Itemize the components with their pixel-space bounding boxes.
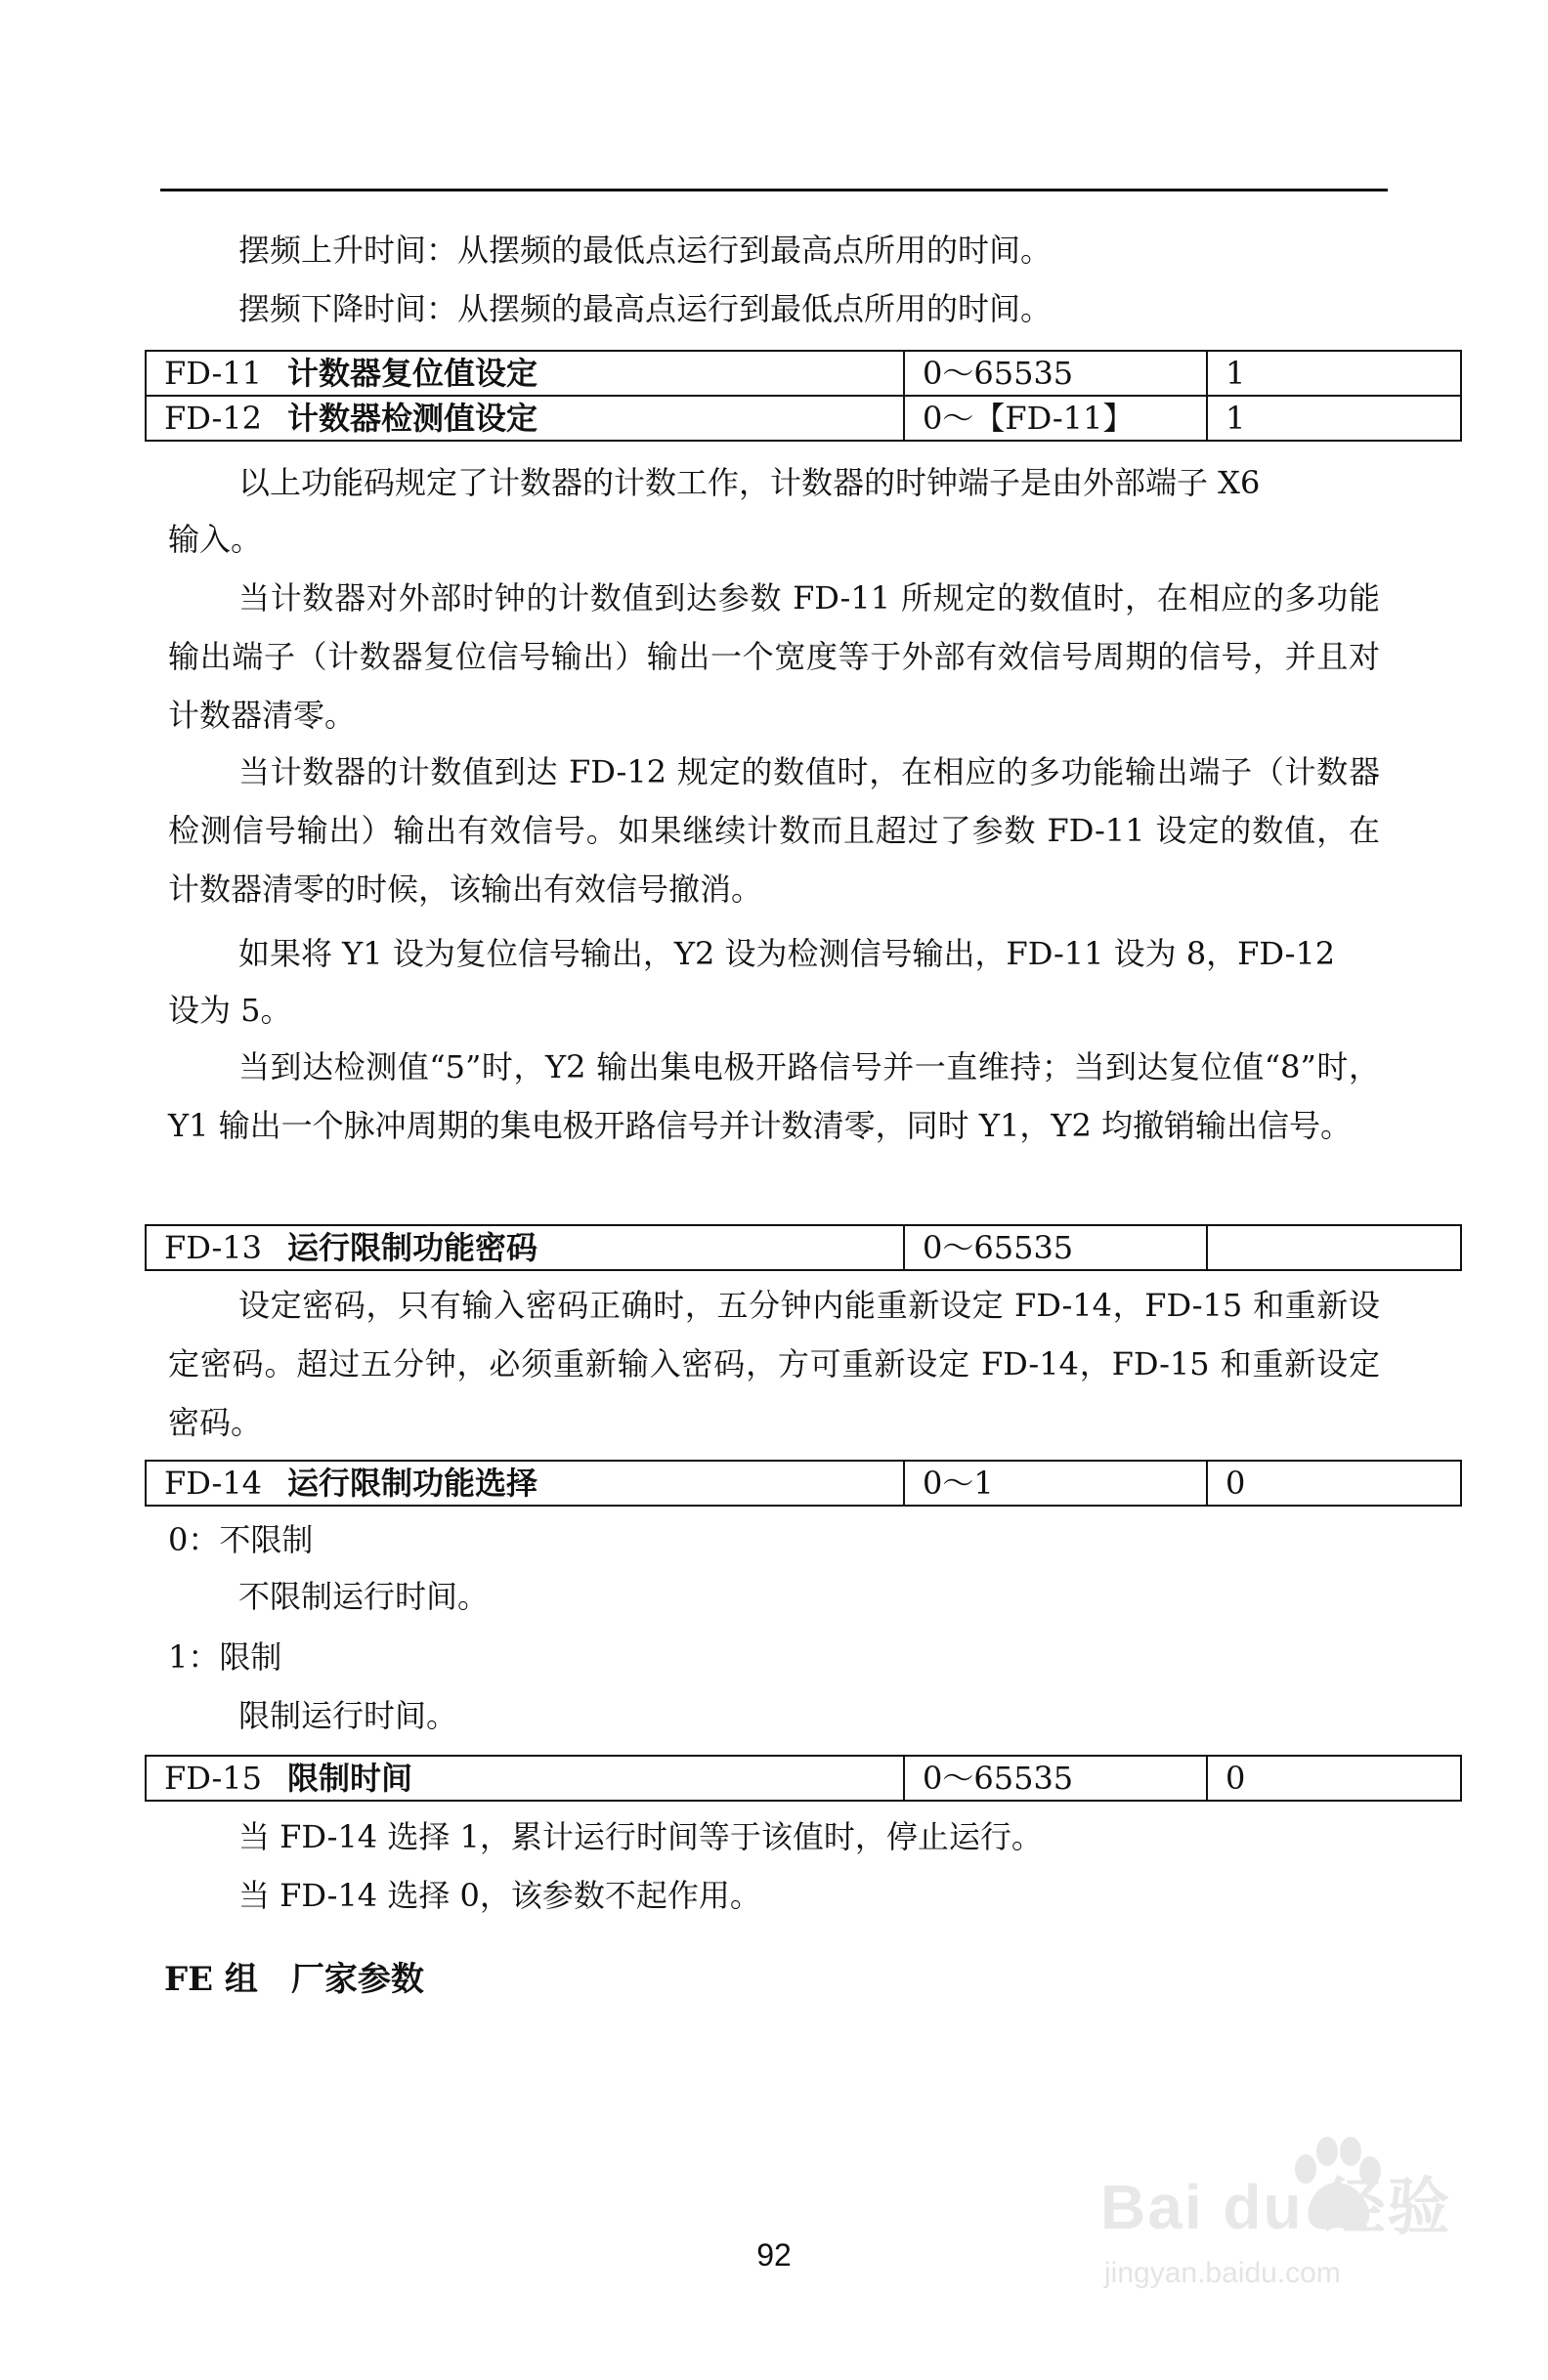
counter-reset-text: 当计数器对外部时钟的计数值到达参数 FD-11 所规定的数值时，在相应的多功能输出端子（计数器复位信号输出）输出一个宽度等于外部有效信号周期的信号，并且对计数器清零。 [168,579,1380,734]
param-range: 0～【FD-11】 [904,396,1207,441]
param-range: 0～65535 [904,1225,1207,1270]
param-code: FD-12 [164,400,262,437]
swing-fall-text: 摆频下降时间：从摆频的最高点运行到最低点所用的时间。 [238,290,1053,327]
param-row-fd13 [146,1225,1461,1270]
param-name: 计数器检测值设定 [287,400,538,437]
counter-intro-line1: 以上功能码规定了计数器的计数工作，计数器的时钟端子是由外部端子 X6 [238,464,1261,501]
password-desc-text: 设定密码，只有输入密码正确时，五分钟内能重新设定 FD-14，FD-15 和重新设定密码。超过五分钟，必须重新输入密码，方可重新设定 FD-14，FD-15 和重新设定密码。 [168,1287,1380,1441]
param-default: 1 [1207,396,1461,441]
param-table-fd13 [145,1224,1462,1271]
param-default: 1 [1207,351,1461,396]
page-number: 92 [756,2237,792,2273]
param-row-fd15 [146,1756,1461,1801]
param-row-fd11 [146,351,1461,396]
param-code: FD-13 [164,1229,262,1266]
section-heading: FE 组 厂家参数 [164,1960,424,1999]
option-1-label: 1：限制 [168,1638,282,1676]
param-row-fd14 [146,1461,1461,1506]
option-1-desc: 限制运行时间。 [238,1697,458,1734]
fd15-desc-line1: 当 FD-14 选择 1，累计运行时间等于该值时，停止运行。 [238,1818,1043,1855]
baidu-watermark [1085,2130,1456,2355]
param-default: 0 [1207,1461,1461,1506]
param-default [1207,1225,1461,1270]
example-detail-text: 当到达检测值“5”时，Y2 输出集电极开路信号并一直维持；当到达复位值“8”时，Y1 输出一个脉冲周期的集电极开路信号并计数清零，同时 Y1，Y2 均撤销输出信号。 [168,1048,1380,1144]
param-row-fd12 [146,396,1461,441]
param-range: 0～65535 [904,351,1207,396]
param-range: 0～65535 [904,1756,1207,1801]
header-rule [160,189,1388,191]
param-name: 限制时间 [287,1760,413,1797]
example-line2: 设为 5。 [168,992,292,1029]
param-name: 计数器复位值设定 [287,355,538,392]
param-table-fd11-fd12 [145,350,1462,442]
param-table-fd15 [145,1755,1462,1802]
counter-intro-line2: 输入。 [168,521,263,558]
watermark-brand: Bai du 经验 [1100,2172,1452,2242]
param-range: 0～1 [904,1461,1207,1506]
param-code: FD-15 [164,1760,262,1797]
param-code: FD-14 [164,1465,262,1502]
param-name: 运行限制功能密码 [287,1229,538,1266]
param-default: 0 [1207,1756,1461,1801]
example-line1: 如果将 Y1 设为复位信号输出，Y2 设为检测信号输出，FD-11 设为 8，FD-12 [238,935,1336,972]
param-code: FD-11 [164,355,262,392]
param-name: 运行限制功能选择 [287,1465,538,1502]
swing-rise-text: 摆频上升时间：从摆频的最低点运行到最高点所用的时间。 [238,232,1053,269]
fd15-desc-line2: 当 FD-14 选择 0，该参数不起作用。 [238,1877,761,1914]
watermark-site: jingyan.baidu.com [1104,2257,1341,2289]
option-0-label: 0：不限制 [168,1521,314,1558]
param-table-fd14 [145,1460,1462,1507]
counter-detect-text: 当计数器的计数值到达 FD-12 规定的数值时，在相应的多功能输出端子（计数器检测信号输出）输出有效信号。如果继续计数而且超过了参数 FD-11 设定的数值，在计数器清零的时候，该输出有效信号撤消。 [168,753,1380,908]
option-0-desc: 不限制运行时间。 [238,1578,490,1615]
